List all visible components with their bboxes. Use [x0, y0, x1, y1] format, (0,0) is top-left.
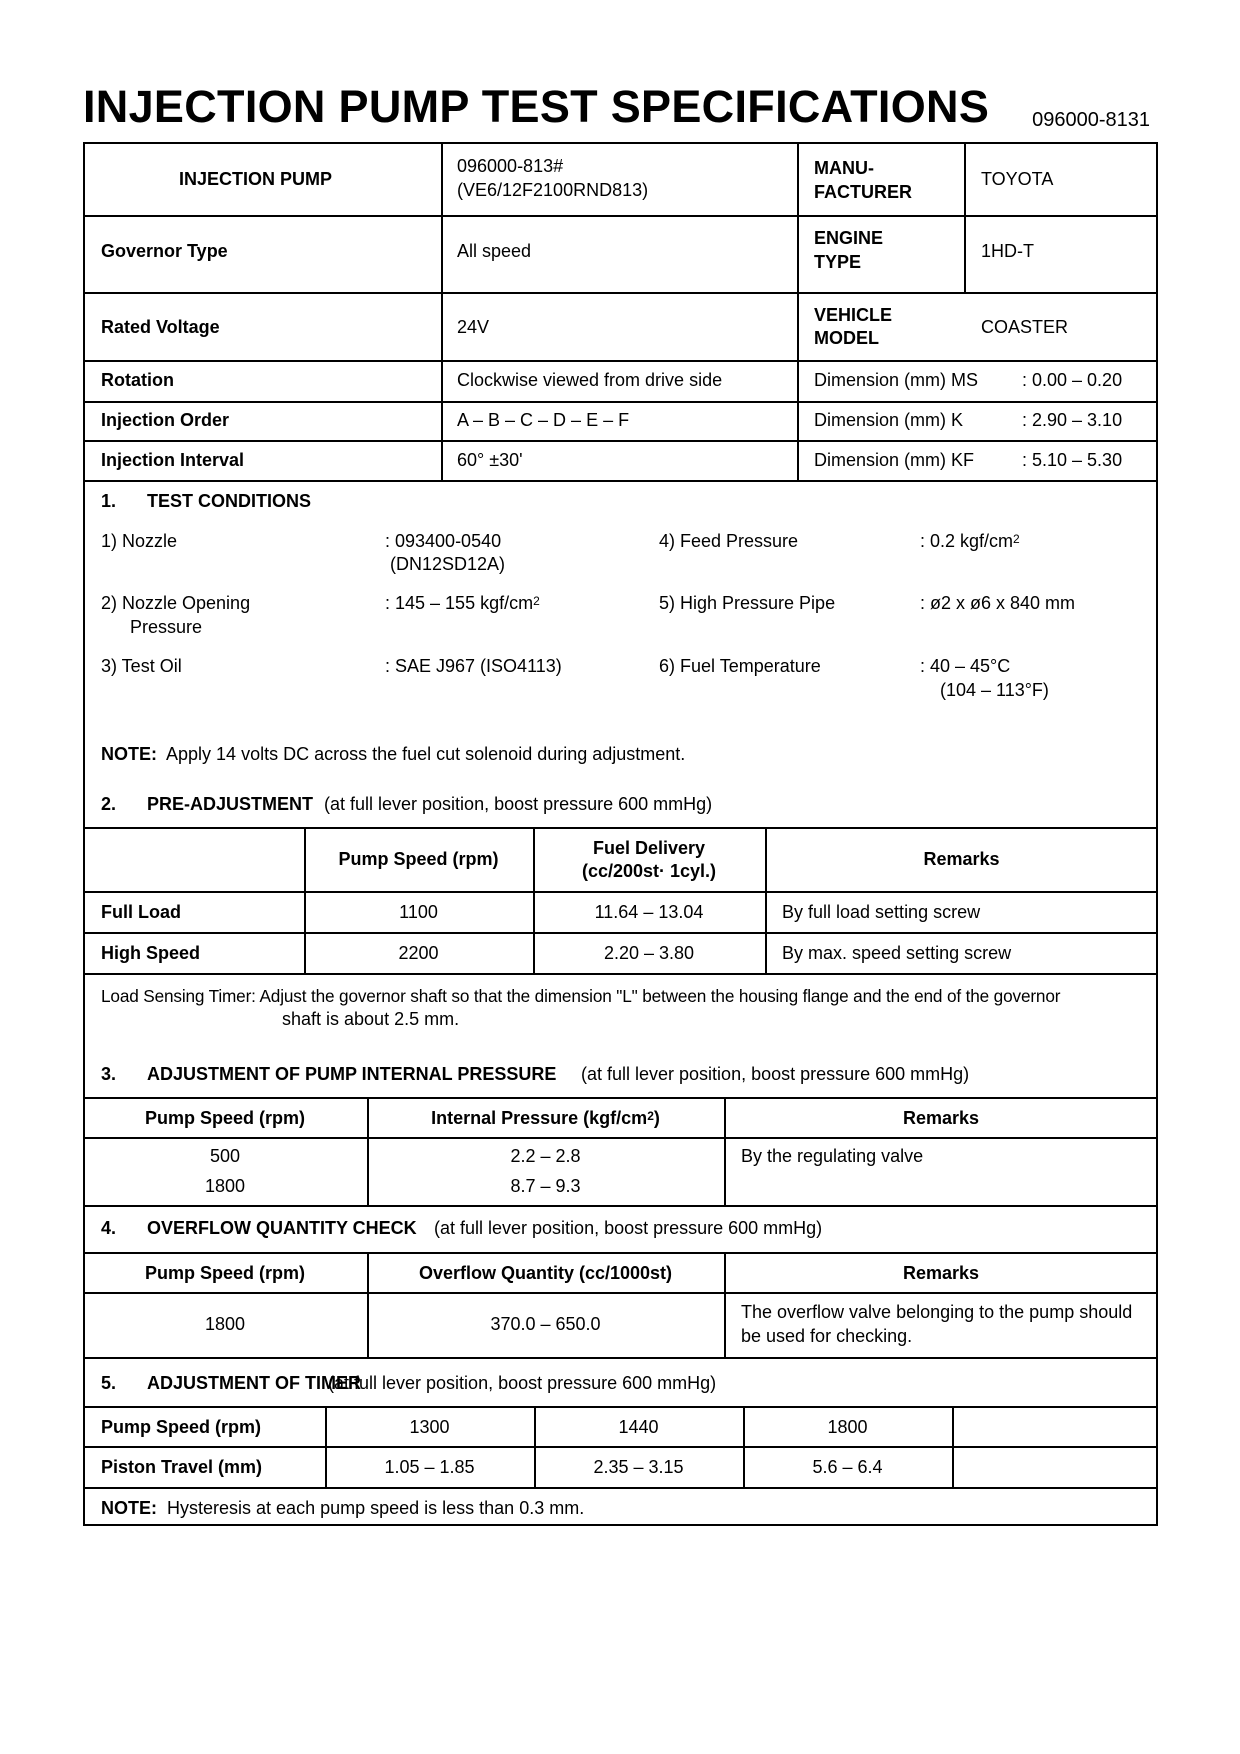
- piston-travel-label: Piston Travel (mm): [101, 1457, 263, 1477]
- timer-heading: 5. ADJUSTMENT OF TIMER (at full lever position, boost pressure 600 mmHg): [101, 1373, 717, 1393]
- overflow-remarks: The overflow valve belonging to the pump should: [741, 1302, 1133, 1322]
- divider: [797, 142, 799, 481]
- divider: [83, 1252, 1158, 1254]
- high-pressure-pipe-label: 5) High Pressure Pipe: [659, 593, 836, 613]
- timer-speed-3: 1800: [827, 1417, 868, 1437]
- engine-type-label-1: ENGINE: [814, 228, 884, 248]
- overflow-col-speed: Pump Speed (rpm): [144, 1263, 305, 1283]
- timer-speed-2: 1440: [618, 1417, 659, 1437]
- fuel-temperature-value: : 40 – 45°C: [920, 656, 1011, 676]
- overflow-speed: 1800: [204, 1314, 246, 1334]
- manufacturer-value: TOYOTA: [981, 169, 1054, 189]
- page-title: INJECTION PUMP TEST SPECIFICATIONS: [83, 81, 990, 132]
- load-sensing-timer-note: Load Sensing Timer: Adjust the governor shaft so that the dimension "L" between the housing flange and the end of the governor: [101, 986, 1061, 1006]
- internal-col-pressure: Internal Pressure $(kgf/cm^2)$: [431, 1108, 660, 1128]
- high-speed-delivery: 2.20 – 3.80: [603, 943, 695, 963]
- note-hysteresis: NOTE: Hysteresis at each pump speed is less than 0.3 mm.: [101, 1498, 585, 1518]
- divider: [83, 1357, 1158, 1359]
- rated-voltage-label: Rated Voltage: [101, 317, 220, 337]
- divider: [964, 142, 966, 292]
- overflow-quantity: 370.0 – 650.0: [490, 1314, 601, 1334]
- pre-adjust-col-delivery-unit: (cc/200st· 1cyl.): [581, 861, 717, 881]
- engine-type-label-2: TYPE: [814, 252, 862, 272]
- vehicle-model-label-1: VEHICLE: [814, 305, 893, 325]
- dimension-ms-label: Dimension (mm) MS: [814, 370, 979, 390]
- fuel-temperature-value-f: (104 – 113°F): [940, 680, 1049, 700]
- divider: [83, 932, 1158, 934]
- load-sensing-timer-note-2: shaft is about 2.5 mm.: [282, 1009, 460, 1029]
- divider: [83, 292, 1158, 294]
- rotation-value: Clockwise viewed from drive side: [457, 370, 723, 390]
- section-number: 1.: [101, 491, 117, 511]
- divider: [83, 440, 1158, 442]
- injection-interval-value: 60° ±30': [457, 450, 523, 470]
- nozzle-opening-label: 2) Nozzle Opening: [101, 593, 251, 613]
- internal-pressure-1800: 8.7 – 9.3: [510, 1176, 581, 1196]
- divider: [83, 827, 1158, 829]
- piston-travel-2: 2.35 – 3.15: [593, 1457, 684, 1477]
- divider: [83, 973, 1158, 975]
- injection-pump-label: INJECTION PUMP: [179, 169, 333, 189]
- overflow-heading: 4. OVERFLOW QUANTITY CHECK (at full lever position, boost pressure 600 mmHg): [101, 1218, 823, 1238]
- manufacturer-label-2: FACTURER: [814, 182, 912, 202]
- test-conditions-heading: TEST CONDITIONS: [147, 491, 312, 511]
- vehicle-model-value: COASTER: [981, 317, 1069, 337]
- note-solenoid: NOTE: Apply 14 volts DC across the fuel cut solenoid during adjustment.: [101, 744, 686, 764]
- injection-order-label: Injection Order: [101, 410, 230, 430]
- divider: [83, 1292, 1158, 1294]
- internal-speed-1800: 1800: [204, 1176, 246, 1196]
- fuel-temperature-label: 6) Fuel Temperature: [659, 656, 821, 676]
- pre-adjust-col-delivery: Fuel Delivery: [592, 838, 706, 858]
- dimension-ms-value: : 0.00 – 0.20: [1022, 370, 1123, 390]
- rotation-label: Rotation: [101, 370, 174, 390]
- nozzle-label: 1) Nozzle: [101, 531, 178, 551]
- feed-pressure-value: : 0.2 kgf/$cm^2$: [920, 531, 1020, 551]
- manufacturer-label-1: MANU-: [814, 158, 874, 178]
- high-speed-label: High Speed: [101, 943, 201, 963]
- rated-voltage-value: 24V: [457, 317, 490, 337]
- internal-remarks: By the regulating valve: [741, 1146, 924, 1166]
- internal-speed-500: 500: [209, 1146, 241, 1166]
- full-load-speed: 1100: [399, 902, 438, 922]
- full-load-label: Full Load: [101, 902, 181, 922]
- full-load-remarks: By full load setting screw: [782, 902, 981, 922]
- high-pressure-pipe-value: : ø2 x ø6 x 840 mm: [920, 593, 1076, 613]
- dimension-kf-value: : 5.10 – 5.30: [1022, 450, 1123, 470]
- dimension-k-label: Dimension (mm) K: [814, 410, 964, 430]
- divider: [83, 1097, 1158, 1099]
- overflow-col-remarks: Remarks: [902, 1263, 980, 1283]
- timer-speed-1: 1300: [409, 1417, 450, 1437]
- feed-pressure-label: 4) Feed Pressure: [659, 531, 799, 551]
- internal-pressure-heading: 3. ADJUSTMENT OF PUMP INTERNAL PRESSURE (at full lever position, boost pressure 600 mmHg): [101, 1064, 970, 1084]
- high-speed-remarks: By max. speed setting screw: [782, 943, 1012, 963]
- governor-type-value: All speed: [457, 241, 532, 261]
- injection-interval-label: Injection Interval: [101, 450, 245, 470]
- divider: [83, 1406, 1158, 1408]
- pre-adjustment-heading: 2. PRE-ADJUSTMENT (at full lever position, boost pressure 600 mmHg): [101, 794, 713, 814]
- divider: [83, 891, 1158, 893]
- engine-type-value: 1HD-T: [981, 241, 1034, 261]
- internal-pressure-500: 2.2 – 2.8: [510, 1146, 581, 1166]
- internal-col-speed: Pump Speed (rpm): [144, 1108, 305, 1128]
- nozzle-value: : 093400-0540: [385, 531, 502, 551]
- divider: [952, 1406, 954, 1487]
- nozzle-opening-label-2: Pressure: [130, 617, 203, 637]
- vehicle-model-label-2: MODEL: [814, 328, 879, 348]
- divider: [441, 142, 443, 481]
- divider: [83, 1137, 1158, 1139]
- nozzle-model: (DN12SD12A): [390, 554, 506, 574]
- full-load-delivery: 11.64 – 13.04: [594, 902, 704, 922]
- divider: [83, 215, 1158, 217]
- dimension-k-value: : 2.90 – 3.10: [1022, 410, 1123, 430]
- divider: [83, 1446, 1158, 1448]
- nozzle-opening-value: : 145 – 155 kgf/$cm^2$: [385, 593, 540, 613]
- injection-pump-model: (VE6/12F2100RND813): [457, 180, 649, 200]
- divider: [83, 1487, 1158, 1489]
- overflow-remarks-2: be used for checking.: [741, 1326, 913, 1346]
- divider: [83, 360, 1158, 362]
- divider: [83, 1205, 1158, 1207]
- injection-pump-number: 096000-813#: [457, 156, 564, 176]
- overflow-col-quantity: Overflow Quantity (cc/1000st): [418, 1263, 673, 1283]
- pre-adjust-col-speed: Pump Speed (rpm): [338, 849, 499, 869]
- piston-travel-3: 5.6 – 6.4: [812, 1457, 883, 1477]
- injection-order-value: A – B – C – D – E – F: [457, 410, 630, 430]
- internal-col-remarks: Remarks: [902, 1108, 980, 1128]
- dimension-kf-label: Dimension (mm) KF: [814, 450, 975, 470]
- document-number: 096000-8131: [1032, 109, 1150, 131]
- governor-type-label: Governor Type: [101, 241, 228, 261]
- test-oil-value: : SAE J967 (ISO4113): [385, 656, 562, 676]
- divider: [83, 480, 1158, 482]
- divider: [83, 401, 1158, 403]
- timer-speed-label: Pump Speed (rpm): [101, 1417, 262, 1437]
- test-oil-label: 3) Test Oil: [101, 656, 182, 676]
- piston-travel-1: 1.05 – 1.85: [384, 1457, 475, 1477]
- pre-adjust-col-remarks: Remarks: [923, 849, 1000, 869]
- high-speed-speed: 2200: [398, 943, 439, 963]
